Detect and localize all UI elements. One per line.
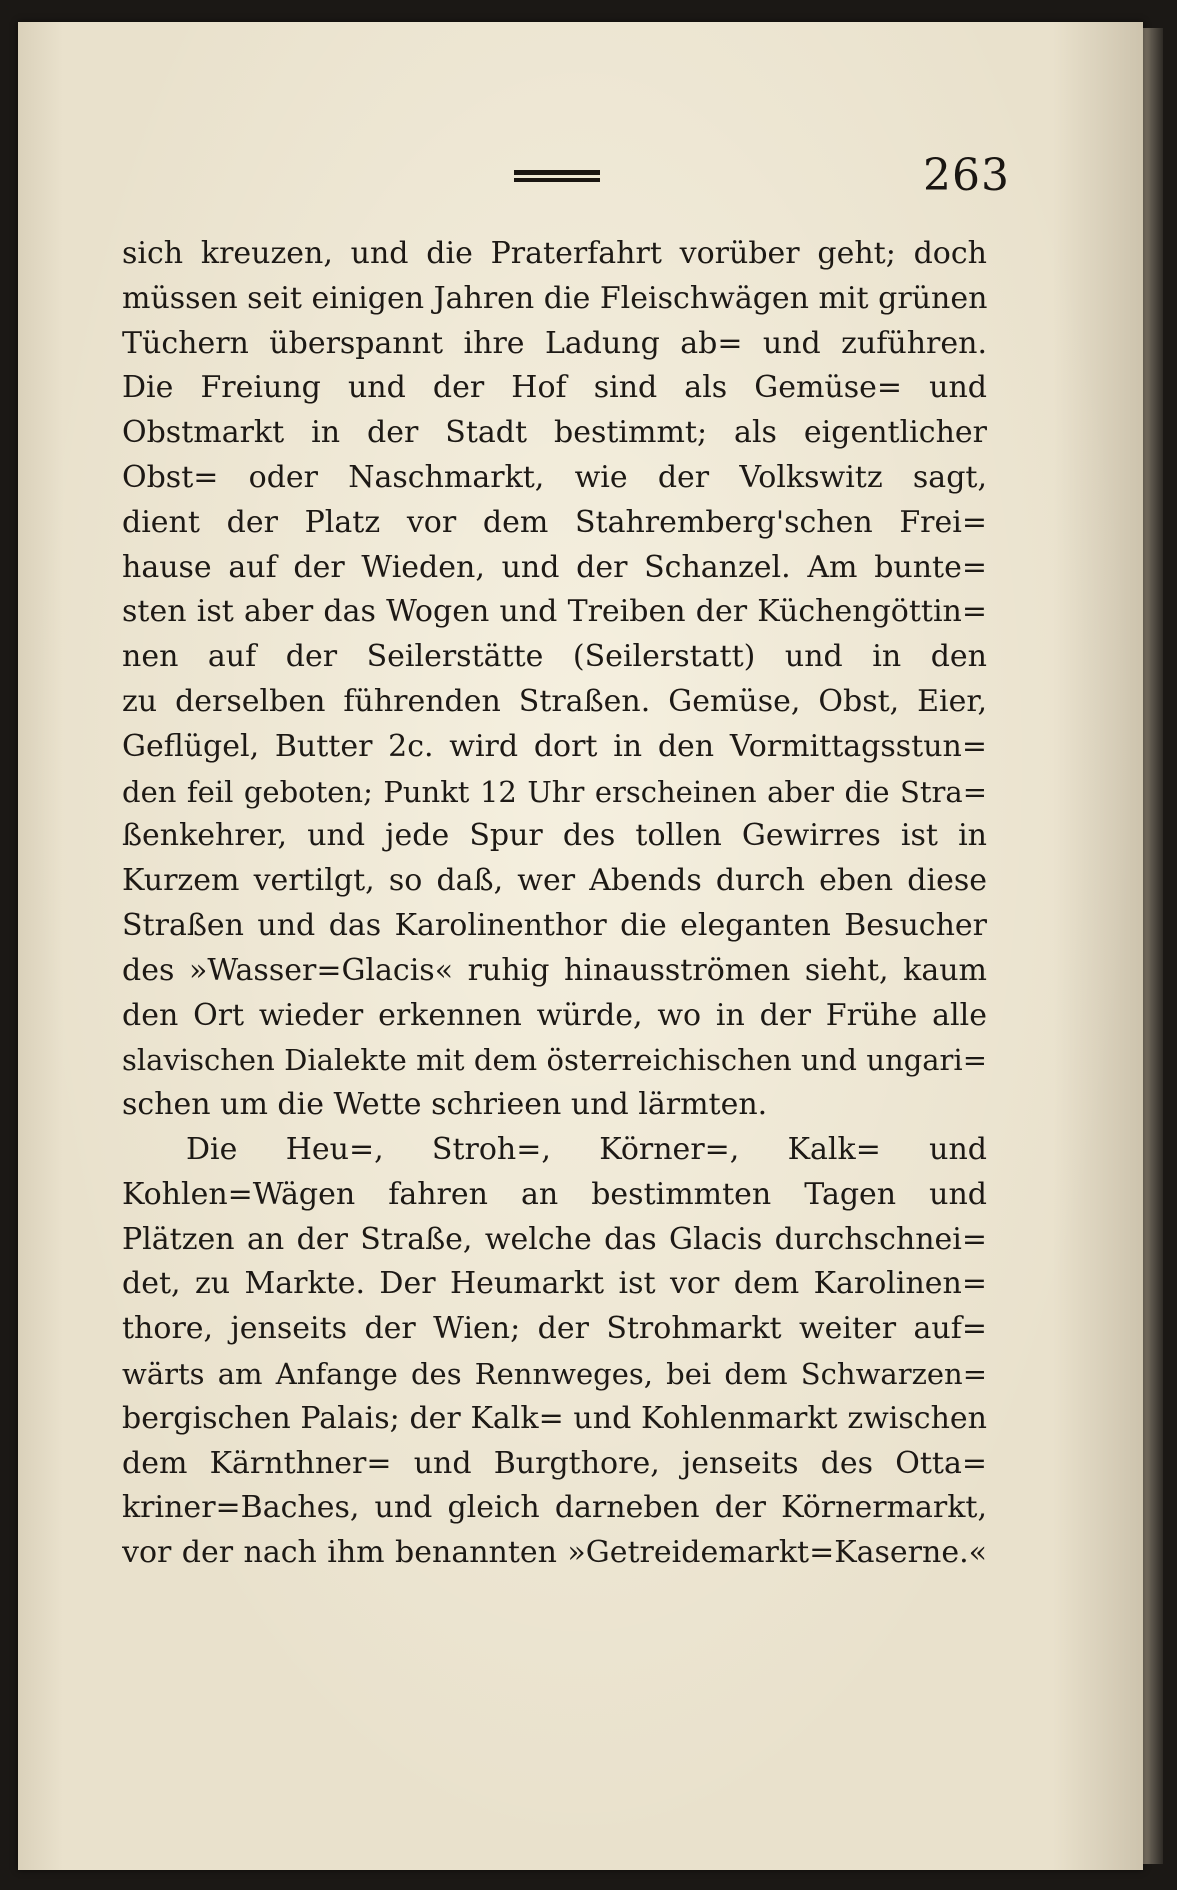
text-line: sich kreuzen, und die Praterfahrt vorüber geht; doch (122, 236, 987, 271)
text-line: det, zu Markte. Der Heumarkt ist vor dem Karolinen= (122, 1266, 987, 1302)
text-line: den Ort wieder erkennen würde, wo in der Frühe alle (122, 997, 987, 1033)
text-line: hause auf der Wieden, und der Schanzel. Am bunte= (122, 549, 987, 585)
text-line: Die Freiung und der Hof sind als Gemüse= und (122, 370, 987, 406)
page-edge (1143, 28, 1163, 1864)
text-line: ßenkehrer, und jede Spur des tollen Gewirres ist in (122, 818, 987, 854)
text-line: müssen seit einigen Jahren die Fleischwägen mit grünen (122, 280, 987, 316)
text-line: Obstmarkt in der Stadt bestimmt; als eigentlicher (122, 415, 987, 451)
text-line: zu derselben führenden Straßen. Gemüse, Obst, Eier, (122, 683, 987, 719)
text-line: wärts am Anfange des Rennweges, bei dem Schwarzen= (122, 1356, 987, 1391)
text-line: Kurzem vertilgt, so daß, wer Abends durch eben diese (122, 863, 987, 899)
text-line: den feil geboten; Punkt 12 Uhr erscheinen aber die Stra= (122, 774, 987, 809)
body-text (122, 232, 987, 1576)
page-number: 263 (923, 150, 1010, 201)
text-line: kriner=Baches, und gleich darneben der Körnermarkt, (122, 1490, 987, 1526)
text-line: dient der Platz vor dem Stahremberg'schen Frei= (122, 504, 987, 540)
text-line: dem Kärnthner= und Burgthore, jenseits des Otta= (122, 1445, 987, 1481)
text-line: Straßen und das Karolinenthor die eleganten Besucher (122, 907, 987, 943)
text-line: Geflügel, Butter 2c. wird dort in den Vormittagsstun= (122, 728, 987, 764)
text-line: nen auf der Seilerstätte (Seilerstatt) und in den (122, 639, 987, 675)
text-line: Obst= oder Naschmarkt, wie der Volkswitz sagt, (122, 459, 987, 495)
text-line: slavischen Dialekte mit dem österreichischen und ungari= (122, 1043, 987, 1078)
text-line: des »Wasser=Glacis« ruhig hinausströmen sieht, kaum (122, 952, 987, 988)
text-line: Kohlen=Wägen fahren an bestimmten Tagen und (122, 1176, 987, 1212)
text-line: Die Heu=, Stroh=, Körner=, Kalk= und (186, 1131, 987, 1167)
text-line: schen um die Wette schrieen und lärmten. (122, 1087, 768, 1123)
text-line: vor der nach ihm benannten »Getreidemarkt=Kaserne.« (122, 1535, 987, 1571)
text-line: sten ist aber das Wogen und Treiben der Küchengöttin= (122, 594, 987, 630)
text-line: Tüchern überspannt ihre Ladung ab= und zuführen. (122, 325, 987, 361)
text-line: thore, jenseits der Wien; der Strohmarkt weiter auf= (122, 1311, 987, 1347)
header-rule (514, 170, 600, 184)
text-line: Plätzen an der Straße, welche das Glacis durchschnei= (122, 1221, 987, 1257)
text-line: bergischen Palais; der Kalk= und Kohlenmarkt zwischen (122, 1400, 987, 1436)
